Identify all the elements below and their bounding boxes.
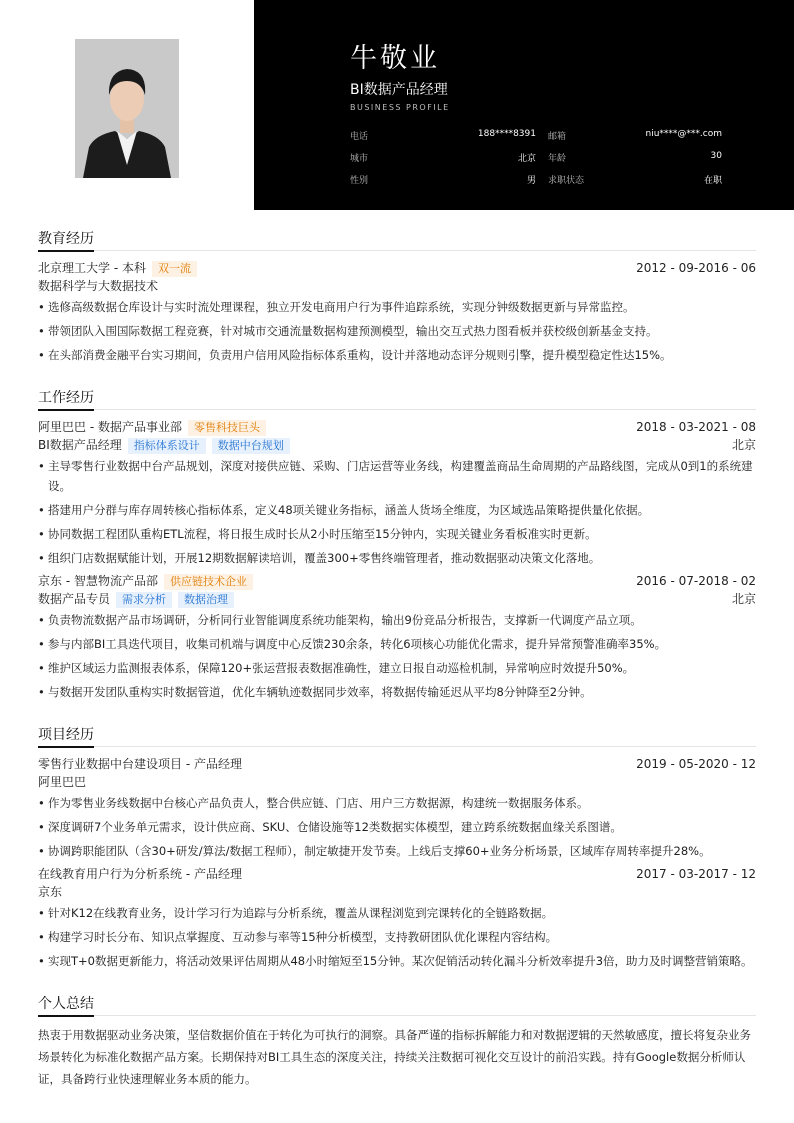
list-item: • 维护区域运力监测报表体系，保障120+张运营报表数据准确性，建立日报自动巡检机制，异常响应时效提升50%。 <box>38 658 756 678</box>
section-title <box>38 993 756 1016</box>
job-role: BI数据产品经理 <box>38 438 122 452</box>
job-period: 2018 - 03-2021 - 08 <box>636 420 756 434</box>
info-value: niu****@***.com <box>645 128 722 139</box>
job-city: 北京 <box>731 438 756 452</box>
major: 数据科学与大数据技术 <box>38 279 159 293</box>
job-header <box>38 572 756 590</box>
job-role-row <box>38 436 756 454</box>
resume-body <box>38 228 756 1090</box>
section-title <box>38 724 756 747</box>
project-name: 零售行业数据中台建设项目 - 产品经理 <box>38 757 242 771</box>
info-label: 电话 <box>350 131 369 142</box>
project-org: 京东 <box>38 885 63 899</box>
project-header <box>38 755 756 773</box>
role-tag: 需求分析 <box>116 592 172 608</box>
project-name: 在线教育用户行为分析系统 - 产品经理 <box>38 867 242 881</box>
project-entry <box>38 865 756 971</box>
education-header <box>38 259 756 277</box>
info-value: 北京 <box>517 153 536 164</box>
list-item: • 针对K12在线教育业务，设计学习行为追踪与分析系统，覆盖从课程浏览到完课转化的全链路数据。 <box>38 903 756 923</box>
job-header <box>38 418 756 436</box>
list-item: • 负责物流数据产品市场调研，分析同行业智能调度系统功能架构，输出9份竞品分析报告，支撑新一代调度产品立项。 <box>38 610 756 630</box>
info-value: 男 <box>526 175 536 186</box>
section-title-text: 教育经历 <box>38 228 94 252</box>
job-entry <box>38 572 756 702</box>
summary-section <box>38 993 756 1090</box>
info-value: 188****8391 <box>477 128 536 139</box>
portrait-image <box>75 39 179 178</box>
list-item: • 选修高级数据仓库设计与实时流处理课程，独立开发电商用户行为事件追踪系统，实现分钟级数据更新与异常监控。 <box>38 297 756 317</box>
company-tag: 供应链技术企业 <box>164 574 253 590</box>
project-org: 阿里巴巴 <box>38 775 87 789</box>
education-period: 2012 - 09-2016 - 06 <box>636 261 756 275</box>
project-bullets <box>38 903 756 971</box>
info-phone <box>350 129 536 142</box>
company-name: 京东 - 智慧物流产品部 <box>38 574 158 588</box>
list-item: • 参与内部BI工具迭代项目，收集司机端与调度中心反馈230余条，转化6项核心功能优化需求，提升异常预警准确率35%。 <box>38 634 756 654</box>
list-item: • 在头部消费金融平台实习期间，负责用户信用风险指标体系重构，设计并落地动态评分规则引擎，提升模型稳定性达15%。 <box>38 345 756 365</box>
job-city: 北京 <box>731 592 756 606</box>
info-label: 邮箱 <box>548 131 567 142</box>
info-city <box>350 151 536 164</box>
info-age <box>548 151 722 164</box>
list-item: • 协调跨职能团队（含30+研发/算法/数据工程师），制定敏捷开发节奏。上线后支撑60+业务分析场景，区域库存周转率提升28%。 <box>38 841 756 861</box>
info-row <box>350 146 722 168</box>
list-item: • 作为零售业务线数据中台核心产品负责人，整合供应链、门店、用户三方数据源，构建统一数据服务体系。 <box>38 793 756 813</box>
candidate-name: 牛敬业 <box>350 43 440 74</box>
role-tag: 数据治理 <box>178 592 234 608</box>
job-entry <box>38 418 756 568</box>
list-item: • 协同数据工程团队重构ETL流程，将日报生成时长从2小时压缩至15分钟内，实现关键业务看板准实时更新。 <box>38 524 756 544</box>
info-row <box>350 168 722 190</box>
list-item: • 构建学习时长分布、知识点掌握度、互动参与率等15种分析模型，支持教研团队优化课程内容结构。 <box>38 927 756 947</box>
project-org-row <box>38 773 756 791</box>
education-section <box>38 228 756 365</box>
projects-section <box>38 724 756 971</box>
company-name: 阿里巴巴 - 数据产品事业部 <box>38 420 182 434</box>
header-subtitle: BUSINESS PROFILE <box>350 103 450 112</box>
info-gender <box>350 173 536 186</box>
project-period: 2017 - 03-2017 - 12 <box>636 867 756 881</box>
work-section <box>38 387 756 702</box>
contact-info <box>350 124 722 190</box>
list-item: • 主导零售行业数据中台产品规划，深度对接供应链、采购、门店运营等业务线，构建覆盖商品生命周期的产品路线图，完成从0到1的系统建设。 <box>38 456 756 496</box>
section-title-text: 项目经历 <box>38 724 94 748</box>
info-value: 30 <box>710 150 722 161</box>
list-item: • 实现T+0数据更新能力，将活动效果评估周期从48小时缩短至15分钟。某次促销活动转化漏斗分析效率提升3倍，助力及时调整营销策略。 <box>38 951 756 971</box>
job-bullets <box>38 456 756 568</box>
project-header <box>38 865 756 883</box>
section-title-text: 工作经历 <box>38 387 94 411</box>
school-tag: 双一流 <box>152 261 197 277</box>
job-role-row <box>38 590 756 608</box>
info-email <box>548 129 722 142</box>
project-org-row <box>38 883 756 901</box>
list-item: • 与数据开发团队重构实时数据管道，优化车辆轨迹数据同步效率，将数据传输延迟从平均8分钟降至2分钟。 <box>38 682 756 702</box>
company-tag: 零售科技巨头 <box>188 420 266 436</box>
info-value: 在职 <box>703 175 722 186</box>
project-bullets <box>38 793 756 861</box>
summary-text: 热衷于用数据驱动业务决策，坚信数据价值在于转化为可执行的洞察。具备严谨的指标拆解能力和对数据逻辑的天然敏感度，擅长将复杂业务场景转化为标准化数据产品方案。长期保持对BI工具生态的深度关注，持续关注数据可视化交互设计的前沿实践。持有Google数据分析师认证，具备跨行业快速理解业务本质的能力。 <box>38 1028 751 1086</box>
list-item: • 深度调研7个业务单元需求，设计供应商、SKU、仓储设施等12类数据实体模型，建立跨系统数据血缘关系图谱。 <box>38 817 756 837</box>
section-title-text: 个人总结 <box>38 993 94 1017</box>
section-title <box>38 228 756 251</box>
project-entry <box>38 755 756 861</box>
info-label: 城市 <box>350 153 369 164</box>
job-title: BI数据产品经理 <box>350 82 448 98</box>
info-status <box>548 173 722 186</box>
info-label: 性别 <box>350 175 369 186</box>
job-period: 2016 - 07-2018 - 02 <box>636 574 756 588</box>
role-tag: 数据中台规划 <box>212 438 290 454</box>
section-title <box>38 387 756 410</box>
job-role: 数据产品专员 <box>38 592 111 606</box>
profile-photo <box>75 39 179 178</box>
info-label: 年龄 <box>548 153 567 164</box>
education-bullets <box>38 297 756 365</box>
info-row <box>350 124 722 146</box>
list-item: • 带领团队入围国际数据工程竞赛，针对城市交通流量数据构建预测模型，输出交互式热力图看板并获校级创新基金支持。 <box>38 321 756 341</box>
job-bullets <box>38 610 756 702</box>
project-period: 2019 - 05-2020 - 12 <box>636 757 756 771</box>
info-label: 求职状态 <box>548 175 585 186</box>
header-panel <box>254 0 794 210</box>
list-item: • 搭建用户分群与库存周转核心指标体系，定义48项关键业务指标，涵盖人货场全维度，为区域选品策略提供量化依据。 <box>38 500 756 520</box>
education-major-row <box>38 277 756 295</box>
school-name: 北京理工大学 - 本科 <box>38 261 146 275</box>
list-item: • 组织门店数据赋能计划，开展12期数据解读培训，覆盖300+零售终端管理者，推动数据驱动决策文化落地。 <box>38 548 756 568</box>
role-tag: 指标体系设计 <box>128 438 206 454</box>
